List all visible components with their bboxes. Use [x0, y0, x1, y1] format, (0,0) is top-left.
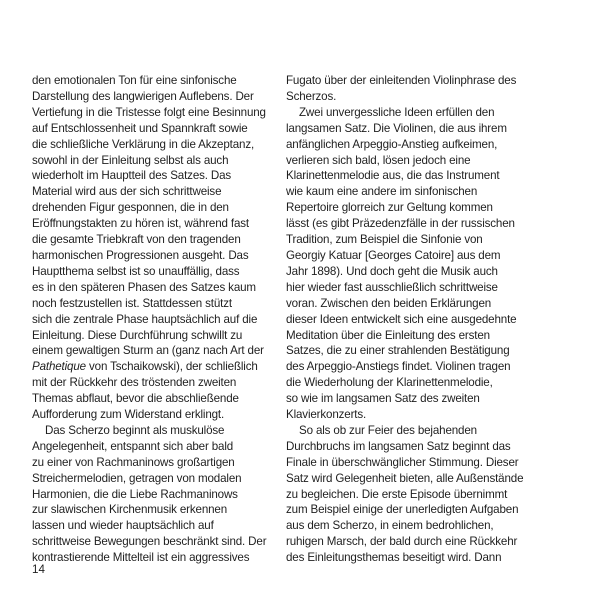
text-line: Satzes, die zu einer strahlenden Bestätigung — [286, 344, 510, 358]
text-line: Themas abflaut, bevor die abschließende — [32, 392, 239, 406]
text-line: anfänglichen Arpeggio-Anstieg aufkeimen, — [286, 137, 498, 151]
text-line: Georgiy Katuar [Georges Catoire] aus dem — [286, 248, 501, 262]
text-line: ruhigen Marsch, der bald durch eine Rückkehr — [286, 535, 518, 549]
text-line: Durchbruchs im langsamen Satz beginnt das — [286, 439, 511, 453]
text-line: des Arpeggio-Anstiegs findet. Violinen tragen — [286, 360, 511, 374]
page-number: 14 — [32, 563, 45, 576]
text-line: harmonischen Progressionen ausgeht. Das — [32, 248, 249, 262]
text-line: Satz wird Gelegenheit bieten, alle Außenstände — [286, 471, 524, 485]
text-line: Finale in überschwänglicher Stimmung. Dieser — [286, 455, 519, 469]
text-line: Jahr 1898). Und doch geht die Musik auch — [286, 264, 498, 278]
text-line: es in den späteren Phasen des Satzes kaum — [32, 280, 256, 294]
text-line: Klarinettenmelodie aus, die das Instrument — [286, 169, 500, 183]
text-line: zu begleichen. Die erste Episode übernimmt — [286, 487, 508, 501]
text-line: So als ob zur Feier des bejahenden — [299, 423, 477, 437]
text-line: Das Scherzo beginnt als muskulöse — [45, 423, 225, 437]
text-line: so wie im langsamen Satz des zweiten — [286, 392, 480, 406]
text-line: die gesamte Triebkraft von den tragenden — [32, 233, 241, 247]
text-run: von Tschaikowski), der schließlich — [85, 360, 258, 374]
text-line: zur slawischen Kirchenmusik erkennen — [32, 503, 228, 517]
text-line: aus dem Scherzo, in einem bedrohlichen, — [286, 519, 494, 533]
text-line: langsamen Satz. Die Violinen, die aus ihrem — [286, 121, 507, 135]
text-line: wiederholt im Hauptteil des Satzes. Das — [32, 169, 232, 183]
text-line: Angelegenheit, entspannt sich aber bald — [32, 439, 234, 453]
text-line: mit der Rückkehr des tröstenden zweiten — [32, 376, 237, 390]
text-line: Tradition, zum Beispiel die Sinfonie von — [286, 233, 483, 247]
text-line: Hauptthema selbst ist so unauffällig, dass — [32, 264, 240, 278]
text-line: sich die zentrale Phase hauptsächlich auf die — [32, 312, 258, 326]
text-line: Fugato über der einleitenden Violinphrase des — [286, 74, 517, 87]
text-line: Klavierkonzerts. — [286, 408, 367, 422]
text-line: hier wieder fast ausschließlich schrittweise — [286, 280, 498, 294]
text-line: Zwei unvergessliche Ideen erfüllen den — [299, 105, 495, 119]
text-line: lässt (es gibt Präzedenzfälle in der russischen — [286, 217, 515, 231]
text-line: Meditation über die Einleitung des ersten — [286, 328, 490, 342]
text-line: Aufforderung zum Widerstand erklingt. — [32, 408, 225, 422]
text-line: lassen und wieder hauptsächlich auf — [32, 519, 214, 533]
text-line: die Wiederholung der Klarinettenmelodie, — [286, 376, 493, 390]
text-line: Scherzos. — [286, 89, 337, 103]
left-text-column — [32, 73, 268, 566]
text-line: schrittweise Bewegungen beschränkt sind. Der — [32, 535, 267, 549]
text-line: Harmonien, die die Liebe Rachmaninows — [32, 487, 238, 501]
text-line: voran. Zwischen den beiden Erklärungen — [286, 296, 492, 310]
right-text-column — [286, 73, 522, 566]
text-line: Repertoire glorreich zur Geltung kommen — [286, 201, 493, 215]
text-line: dieser Ideen entwickelt sich eine ausgedehnte — [286, 312, 517, 326]
text-line: auf Entschlossenheit und Spannkraft sowie — [32, 121, 248, 135]
text-line: sowohl in der Einleitung selbst als auch — [32, 153, 229, 167]
text-line: zum Beispiel einige der unerledigten Aufgaben — [286, 503, 519, 517]
text-line: Streichermelodien, getragen von modalen — [32, 471, 242, 485]
text-line: Eröffnungstakten zu hören ist, während fast — [32, 217, 249, 231]
text-line: zu einer von Rachmaninows großartigen — [32, 455, 235, 469]
text-line: kontrastierende Mittelteil ist ein aggressives — [32, 551, 250, 565]
text-line: die schließliche Verklärung in die Akzeptanz, — [32, 137, 255, 151]
text-line: Vertiefung in die Tristesse folgt eine Besinnung — [32, 105, 266, 119]
italic-title: Pathetique — [32, 360, 86, 374]
text-line: drehenden Figur gesponnen, die in den — [32, 201, 229, 215]
text-line: Darstellung des langwierigen Auflebens. Der — [32, 89, 254, 103]
text-line — [32, 359, 268, 375]
text-line: Einleitung. Diese Durchführung schwillt zu — [32, 328, 243, 342]
text-line: den emotionalen Ton für eine sinfonische — [32, 74, 237, 87]
text-line: des Einleitungsthemas beseitigt wird. Dann — [286, 551, 502, 565]
text-line: noch festzustellen ist. Stattdessen stützt — [32, 296, 232, 310]
text-line: verlieren sich bald, lösen jedoch eine — [286, 153, 471, 167]
text-line: Material wird aus der sich schrittweise — [32, 185, 222, 199]
text-line: wie kaum eine andere im sinfonischen — [286, 185, 478, 199]
text-line: einem gewaltigen Sturm an (ganz nach Art der — [32, 344, 264, 358]
